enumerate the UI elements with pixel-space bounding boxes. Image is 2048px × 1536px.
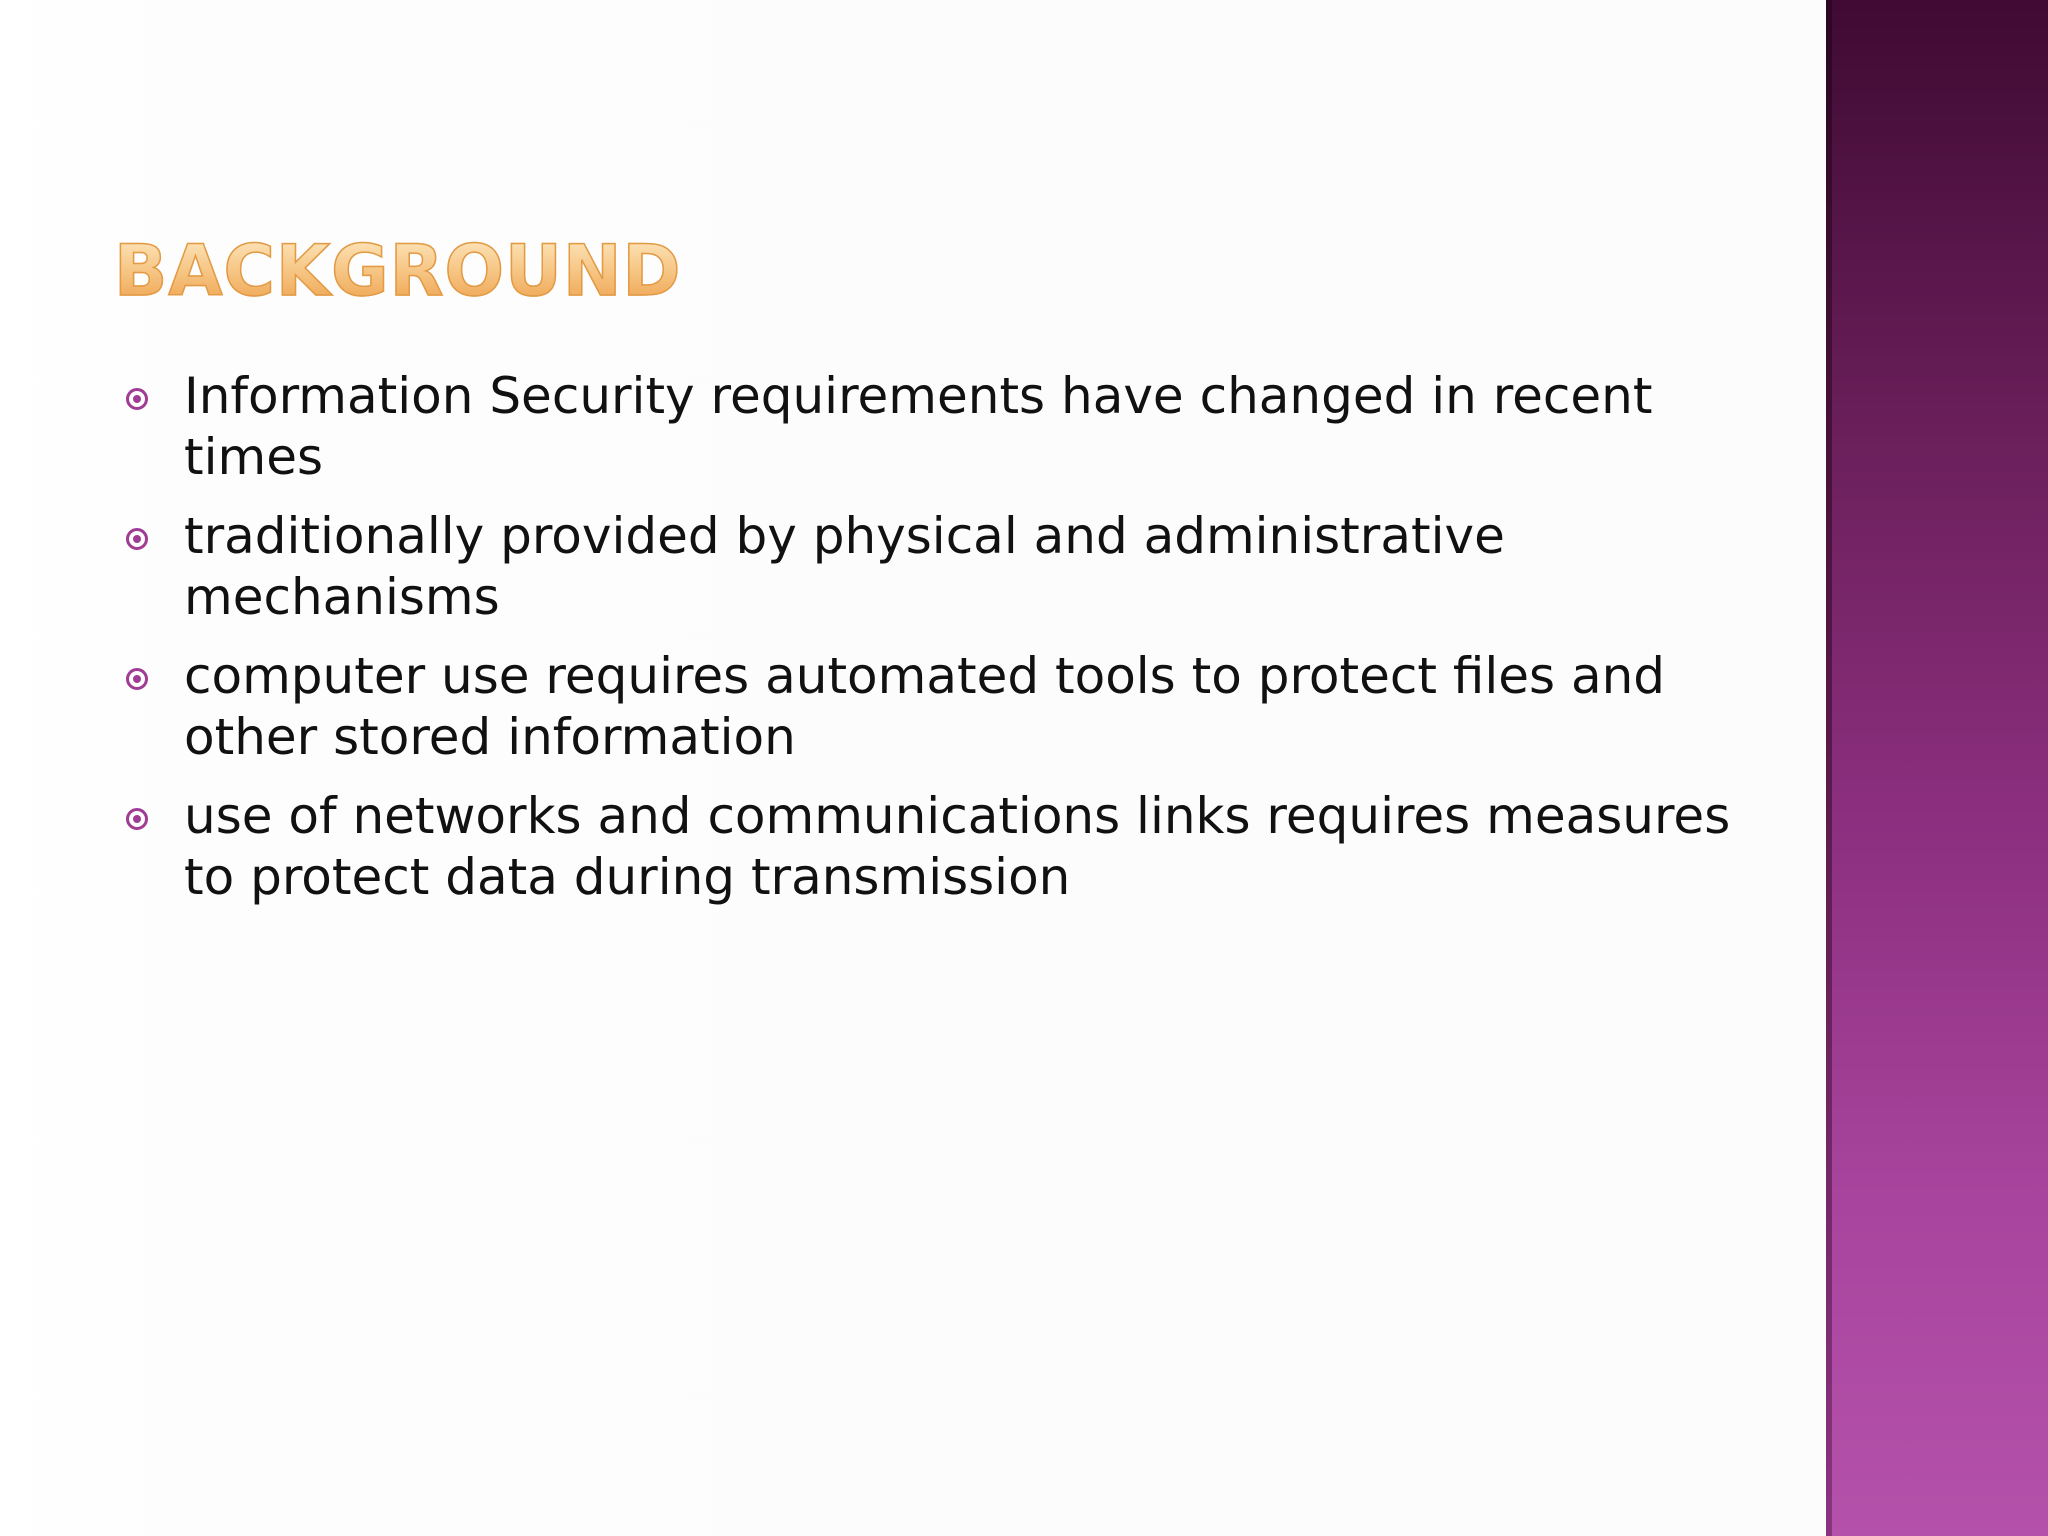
slide-title: BACKGROUND <box>114 230 682 312</box>
bullet-text: traditionally provided by physical and administrative mechanisms <box>184 507 1505 626</box>
side-bar-edge <box>1826 0 1832 1536</box>
decorative-side-bar <box>1826 0 2048 1536</box>
bullet-text: computer use requires automated tools to protect files and other stored information <box>184 647 1666 766</box>
bullet-text: use of networks and communications links requires measures to protect data during transmission <box>184 787 1731 906</box>
bullet-item <box>124 366 1734 488</box>
bullet-item <box>124 786 1734 908</box>
circled-dot-bullet-icon <box>126 668 148 690</box>
circled-dot-bullet-icon <box>126 388 148 410</box>
bullet-list <box>124 366 1734 926</box>
bullet-item <box>124 506 1734 628</box>
circled-dot-bullet-icon <box>126 808 148 830</box>
bullet-item <box>124 646 1734 768</box>
bullet-text: Information Security requirements have changed in recent times <box>184 367 1653 486</box>
circled-dot-bullet-icon <box>126 528 148 550</box>
